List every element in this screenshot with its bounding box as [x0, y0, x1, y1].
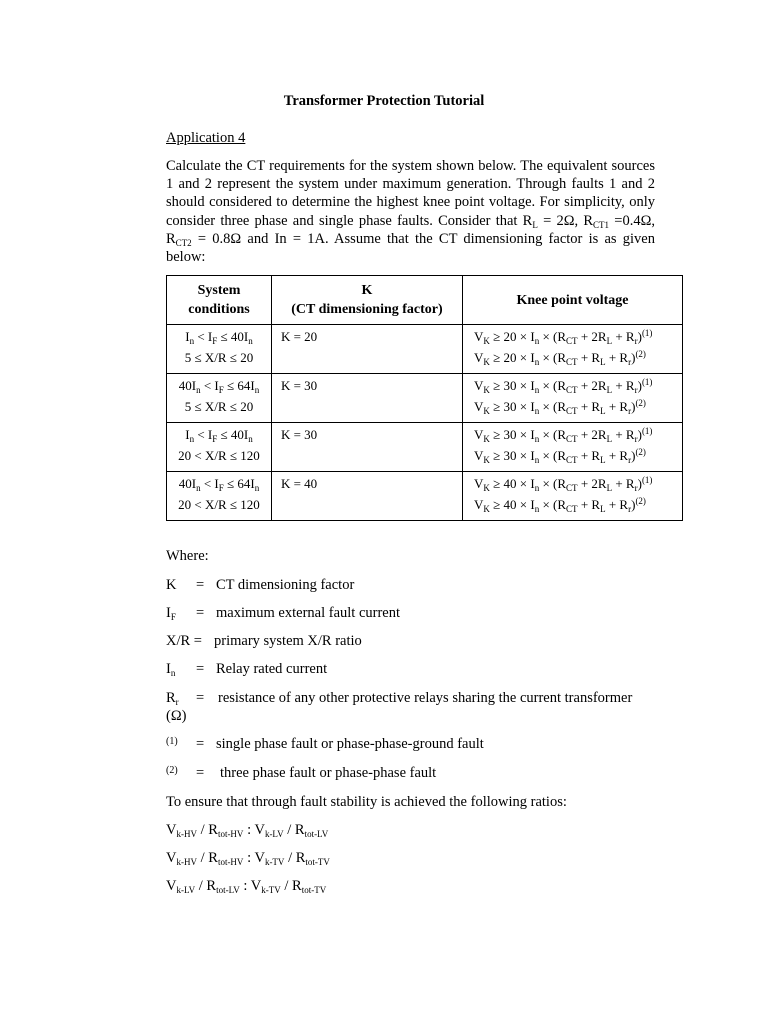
condition-cell: $40I_n < I_F \le 64I_n$ 20 < X/R ≤ 120: [167, 472, 272, 521]
knee-voltage-cell: $V_K \ge 20 \times I_n \times (R_{CT} + 2R_L + R_r)^{(1)}$ $V_K \ge 20 \times I_n \times (R_{CT} + R_L + R_r)^{(2)}$: [463, 325, 683, 374]
condition-cell: $40I_n < I_F \le 64I_n$ 5 ≤ X/R ≤ 20: [167, 374, 272, 423]
knee-voltage-cell: $V_K \ge 30 \times I_n \times (R_{CT} + 2R_L + R_r)^{(1)}$ $V_K \ge 30 \times I_n \times (R_{CT} + R_L + R_r)^{(2)}$: [463, 423, 683, 472]
table-row: [167, 472, 683, 521]
k-cell: K = 20: [271, 325, 462, 374]
table-header-row: [167, 276, 683, 325]
condition-cell: $I_n < I_F \le 40I_n$ 20 < X/R ≤ 120: [167, 423, 272, 472]
knee-voltage-cell: $V_K \ge 30 \times I_n \times (R_{CT} + 2R_L + R_r)^{(1)}$ $V_K \ge 30 \times I_n \times (R_{CT} + R_L + R_r)^{(2)}$: [463, 374, 683, 423]
table-row: [167, 325, 683, 374]
definition-rr-unit: (Ω): [166, 708, 187, 724]
where-label: Where:: [166, 548, 209, 564]
definition-xr: X/R = primary system X/R ratio: [166, 633, 362, 649]
application-heading: Application 4: [166, 130, 246, 146]
table-row: [167, 374, 683, 423]
ratio-1: $V_{k-HV} / R_{tot-HV}$ : $V_{k-LV} / R_{tot-LV}$: [166, 822, 329, 839]
ratios-intro: To ensure that through fault stability is achieved the following ratios:: [166, 794, 567, 810]
knee-voltage-cell: $V_K \ge 40 \times I_n \times (R_{CT} + 2R_L + R_r)^{(1)}$ $V_K \ge 40 \times I_n \times (R_{CT} + R_L + R_r)^{(2)}$: [463, 472, 683, 521]
footnote-1: (1) = single phase fault or phase-phase-ground fault: [166, 736, 484, 752]
definition-rr: $R_r$ = resistance of any other protective relays sharing the current transformer: [166, 690, 633, 707]
ratio-2: $V_{k-HV} / R_{tot-HV}$ : $V_{k-TV} / R_{tot-TV}$: [166, 850, 330, 867]
header-k: K (CT dimensioning factor): [271, 276, 462, 325]
k-cell: K = 40: [271, 472, 462, 521]
table-row: [167, 423, 683, 472]
ct-dimensioning-table: [166, 275, 683, 521]
header-knee-point-voltage: Knee point voltage: [463, 276, 683, 325]
condition-cell: $I_n < I_F \le 40I_n$ 5 ≤ X/R ≤ 20: [167, 325, 272, 374]
header-system-conditions: System conditions: [167, 276, 272, 325]
problem-statement: Calculate the CT requirements for the system shown below. The equivalent sources 1 and 2 represent the system under maximum generation. Through faults 1 and 2 should considered to determine the highest knee point voltage. For simplicity, only consider three phase and single phase faults. Consider that $R_L = 2\Omega$, $R_{CT1} =0.4\Omega$, $R_{CT2} = 0.8\Omega$ and In = 1A. Assume that the CT dimensioning factor is as given below:: [166, 158, 655, 266]
definition-in: $I_n$ = Relay rated current: [166, 661, 328, 678]
ratio-3: $V_{k-LV} / R_{tot-LV}$ : $V_{k-TV} / R_{tot-TV}$: [166, 878, 327, 895]
page-title: Transformer Protection Tutorial: [283, 93, 485, 109]
footnote-2: (2) = three phase fault or phase-phase fault: [166, 765, 437, 781]
definition-if: $I_F$ = maximum external fault current: [166, 605, 400, 622]
definition-k: K = CT dimensioning factor: [166, 577, 355, 593]
k-cell: K = 30: [271, 374, 462, 423]
k-cell: K = 30: [271, 423, 462, 472]
